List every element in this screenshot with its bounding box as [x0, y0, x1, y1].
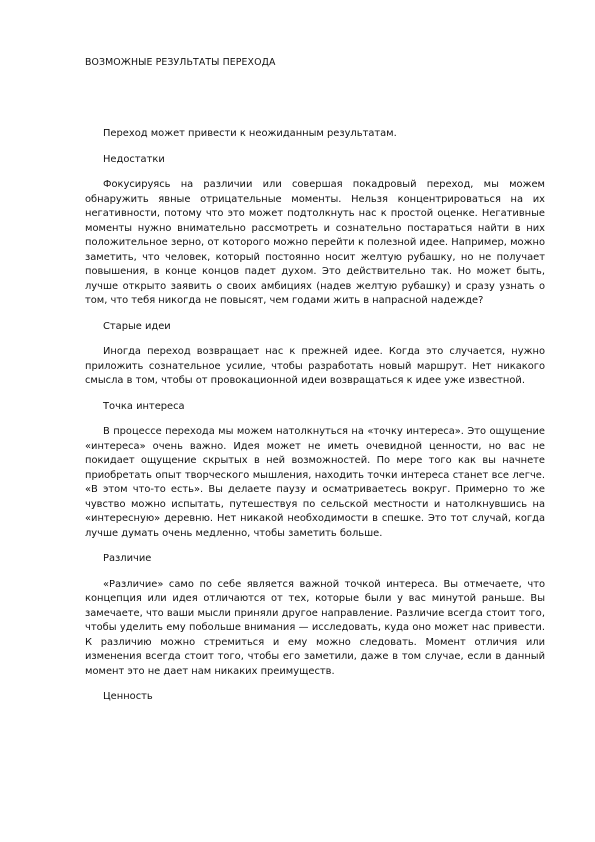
section-heading-old-ideas: Старые идеи — [103, 320, 171, 332]
document-title: ВОЗМОЖНЫЕ РЕЗУЛЬТАТЫ ПЕРЕХОДА — [85, 57, 276, 68]
paragraph-difference: «Различие» само по себе является важной точкой интереса. Вы отмечаете, что концепция или идея отличаются от тех, которые были у вас минутой раньше. Вы замечаете, что ваши мысли приняли другое направление. Различие всегда стоит того, чтобы уделить ему побольше внимания — исследовать, куда оно может нас привести. К различию можно стремиться и ему можно следовать. Момент отличия или изменения всегда стоит того, чтобы его заметили, даже в том случае, если в данный момент это не дает нам никаких преимуществ. — [85, 578, 545, 677]
paragraph-point-of-interest: В процессе перехода мы можем натолкнуться на «точку интереса». Это ощущение «интереса» очень важно. Идея может не иметь очевидной ценности, но вас не покидает ощущение скрытых в ней возможностей. По мере того как вы начнете приобретать опыт творческого мышления, находить точки интереса станет все легче. «В этом что-то есть». Вы делаете паузу и осматриваетесь вокруг. Примерно то же чувство можно испытать, путешествуя по сельской местности и натолкнувшись на «интересную» деревню. Нет никакой необходимости в спешке. Это тот случай, когда лучше думать очень медленно, чтобы заметить больше. — [85, 426, 545, 539]
section-heading-value: Ценность — [103, 691, 153, 702]
paragraph-intro: Переход может привести к неожиданным результатам. — [103, 128, 397, 139]
section-heading-disadvantages: Недостатки — [103, 153, 165, 165]
paragraph-disadvantages: Фокусируясь на различии или совершая покадровый переход, мы можем обнаружить явные отрицательные моменты. Нельзя концентрироваться на их негативности, потому что это может подтолкнуть нас к простой оценке. Негативные моменты нужно внимательно рассмотреть и сознательно постараться найти в них положительное зерно, от которого можно перейти к полезной идее. Например, можно заметить, что человек, который постоянно носит желтую рубашку, но не получает повышения, в конце концов падет духом. Это действительно так. Но может быть, лучше открыто заявить о своих амбициях (надев желтую рубашку) и сразу узнать о том, что тебя никогда не повысят, чем годами жить в напрасной надежде? — [85, 179, 545, 306]
paragraph-old-ideas: Иногда переход возвращает нас к прежней идее. Когда это случается, нужно приложить сознательное усилие, чтобы разработать новый маршрут. Нет никакого смысла в том, чтобы от провокационной идеи возвращаться к идее уже известной. — [85, 346, 545, 386]
section-heading-point-of-interest: Точка интереса — [103, 400, 185, 412]
section-heading-difference: Различие — [103, 553, 152, 564]
document-body — [85, 127, 545, 716]
